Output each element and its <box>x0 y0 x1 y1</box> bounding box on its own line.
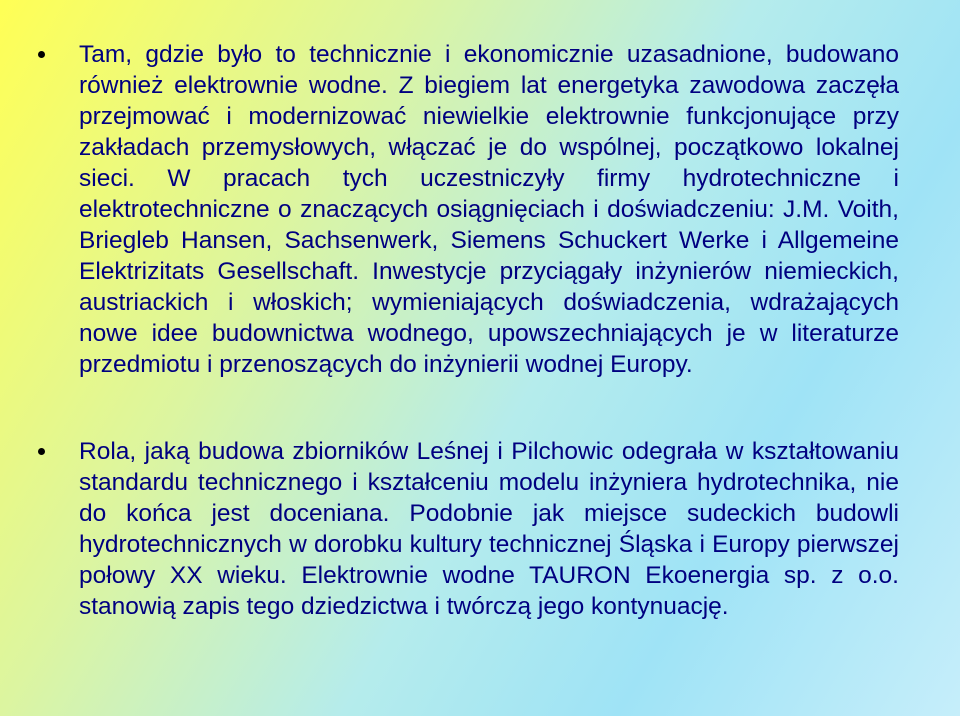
bullet-dot-icon <box>38 448 45 455</box>
bullet-item <box>79 39 899 380</box>
bullet-text: Tam, gdzie było to technicznie i ekonomicznie uzasadnione, budowano również elektrownie wodne. Z biegiem lat energetyka zawodowa zaczęła przejmować i modernizować niewielkie elektrownie funkcjonujące przy zakładach przemysłowych, włączać je do wspólnej, początkowo lokalnej sieci. W pracach tych uczestniczyły firmy hydrotechniczne i elektrotechniczne o znaczących osiągnięciach i doświadczeniu: J.M. Voith, Briegleb Hansen, Sachsenwerk, Siemens Schuckert Werke i Allgemeine Elektrizitats Gesellschaft. Inwestycje przyciągały inżynierów niemieckich, austriackich i włoskich; wymieniających doświadczenia, wdrażających nowe idee budownictwa wodnego, upowszechniających je w literaturze przedmiotu i przenoszących do inżynierii wodnej Europy. <box>79 41 899 378</box>
bullet-dot-icon <box>38 51 45 58</box>
bullet-item <box>79 436 899 622</box>
bullet-text: Rola, jaką budowa zbiorników Leśnej i Pilchowic odegrała w kształtowaniu standardu technicznego i kształceniu modelu inżyniera hydrotechnika, nie do końca jest doceniana. Podobnie jak miejsce sudeckich budowli hydrotechnicznych w dorobku kultury technicznej Śląska i Europy pierwszej połowy XX wieku. Elektrownie wodne TAURON Ekoenergia sp. z o.o. stanowią zapis tego dziedzictwa i twórczą jego kontynuację. <box>79 438 899 620</box>
